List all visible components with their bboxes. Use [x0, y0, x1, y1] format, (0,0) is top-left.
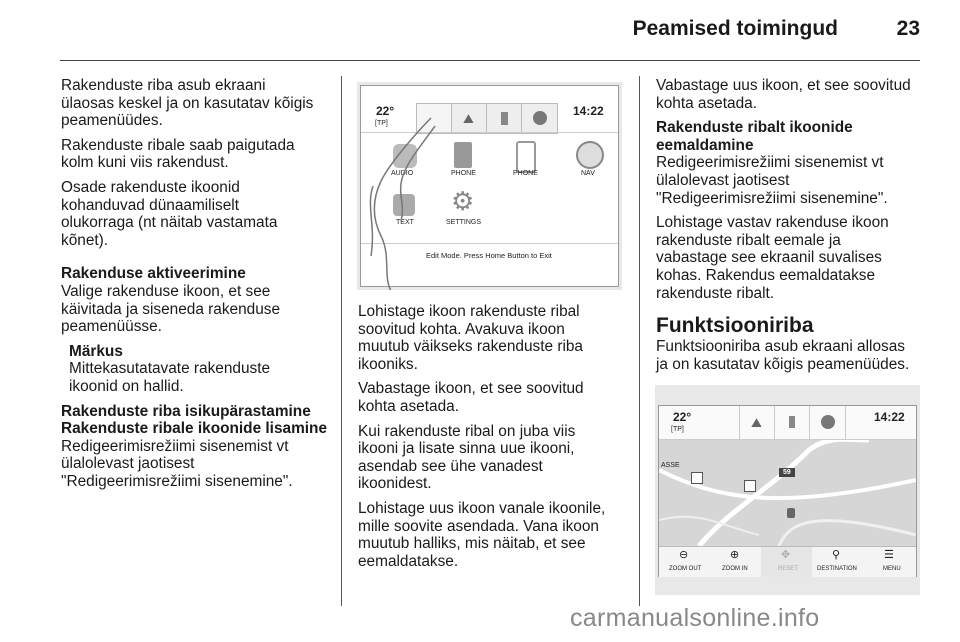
- column-3: [656, 77, 946, 380]
- reset-button[interactable]: [761, 547, 812, 577]
- page-title: Peamised toimingud: [632, 17, 838, 40]
- section-heading: Rakenduste ribalt ikoonide eemaldamine: [656, 119, 853, 154]
- hand-illustration: [361, 106, 451, 290]
- paragraph: Lohistage ikoon rakenduste ribal soovitud kohta. Avakuva ikoon muutub väikseks rakenduste riba ikooniks.: [358, 303, 583, 373]
- clock: 14:22: [573, 104, 604, 118]
- app-slot[interactable]: [486, 103, 523, 134]
- button-label: RESET: [778, 566, 799, 572]
- header-rule: [60, 60, 920, 61]
- app-label: SETTINGS: [446, 219, 482, 226]
- column-divider-2: [639, 76, 640, 606]
- destination-button[interactable]: [812, 547, 864, 577]
- button-label: ZOOM IN: [722, 566, 748, 572]
- tp-indicator: [TP]: [375, 120, 388, 127]
- phone-icon[interactable]: [454, 142, 472, 168]
- road-icon: ⛰: [751, 415, 762, 430]
- page-header: [0, 0, 960, 62]
- display-screen: [658, 405, 917, 577]
- app-label: AUDIO: [391, 170, 414, 177]
- road-icon: ⛰: [463, 111, 474, 126]
- paragraph: Kui rakenduste ribal on juba viis ikooni ja lisate sinna uue ikooni, asendab see ühe vanadest ikoonidest.: [358, 422, 576, 493]
- poi-icon[interactable]: [744, 480, 756, 492]
- navigation-screen-image: [655, 385, 920, 595]
- note-box: [69, 343, 336, 396]
- clock: 14:22: [874, 410, 905, 424]
- paragraph: Osade rakenduste ikoonid kohanduvad dünaamiliselt olukorraga (nt näitab vastamata kõnet).: [61, 178, 278, 249]
- app-label: NAV: [581, 170, 595, 177]
- menu-button[interactable]: [864, 547, 916, 577]
- column-1: [61, 77, 336, 497]
- display-screen: [360, 85, 619, 287]
- reset-icon: ✥: [781, 549, 791, 561]
- note-title: Märkus: [69, 342, 123, 360]
- home-screen-image: [357, 82, 622, 290]
- app-label: PHONE: [451, 170, 476, 177]
- zoom-out-icon: ⊖: [679, 549, 689, 561]
- section-heading: Rakenduste riba isikupärastamine: [61, 402, 311, 420]
- note-text: Mittekasutatavate rakenduste ikoonid on hallid.: [69, 360, 271, 395]
- paragraph: Vabastage uus ikoon, et see soovitud kohta asetada.: [656, 77, 911, 112]
- phone-icon: [789, 416, 795, 428]
- zoom-out-button[interactable]: [659, 547, 710, 577]
- button-label: DESTINATION: [817, 566, 857, 572]
- paragraph: Funktsiooniriba asub ekraani allosas ja on kasutatav kõigis peamenüüdes.: [656, 338, 910, 373]
- zoom-in-icon: ⊕: [730, 549, 740, 561]
- edit-mode-status: Edit Mode. Press Home Button to Exit: [426, 251, 552, 260]
- phone-icon[interactable]: [516, 141, 536, 173]
- app-slot[interactable]: [809, 406, 846, 439]
- app-slot[interactable]: [521, 103, 558, 134]
- app-slot[interactable]: [739, 406, 775, 439]
- menu-icon: ☰: [884, 549, 894, 561]
- paragraph: Rakenduste riba asub ekraani ülaosas keskel ja on kasutatav kõigis peamenüüdes.: [61, 77, 314, 130]
- paragraph: Lohistage uus ikoon vanale ikoonile, mille soovite asendada. Vana ikoon muutub halliks, mis näitab, et see eemaldatakse.: [358, 499, 606, 570]
- paragraph: Redigeerimisrežiimi sisenemist vt ülalolevast jaotisest "Redigeerimisrežiimi sisenemine".: [656, 154, 888, 207]
- paragraph: Rakenduste ribale saab paigutada kolm kuni viis rakendust.: [61, 136, 295, 172]
- column-divider-1: [341, 76, 342, 606]
- map-roads: [659, 440, 916, 546]
- column-2: [358, 303, 634, 577]
- map-place-label: ASSE: [661, 462, 680, 469]
- app-label: PHONE: [513, 170, 538, 177]
- app-slot[interactable]: [451, 103, 488, 134]
- phone-icon: [501, 112, 508, 125]
- temperature: 22°: [376, 104, 395, 118]
- nav-icon[interactable]: [576, 141, 604, 169]
- road-number-badge: 59: [779, 468, 795, 477]
- settings-gear-icon[interactable]: ⚙: [451, 186, 475, 216]
- app-label: TEXT: [396, 219, 414, 226]
- page-number: 23: [896, 17, 920, 40]
- section-heading: Rakenduse aktiveerimine: [61, 265, 246, 283]
- function-bar: [659, 546, 916, 577]
- button-label: MENU: [883, 566, 901, 572]
- destination-search-icon: ⚲: [832, 549, 841, 561]
- watermark-site: carmanualsonline.info: [570, 604, 820, 632]
- zoom-in-button[interactable]: [710, 547, 761, 577]
- map-view[interactable]: [659, 440, 916, 546]
- paragraph: Vabastage ikoon, et see soovitud kohta asetada.: [358, 380, 584, 415]
- button-label: ZOOM OUT: [669, 566, 702, 572]
- tp-indicator: [TP]: [671, 426, 684, 433]
- paragraph: Valige rakenduse ikoon, et see käivitada ja siseneda rakenduse peamenüüsse.: [61, 282, 281, 336]
- paragraph: Redigeerimisrežiimi sisenemist vt ülalolevast jaotisest "Redigeerimisrežiimi sisenemine".: [61, 437, 293, 490]
- temperature: 22°: [673, 410, 692, 424]
- app-slot[interactable]: [774, 406, 810, 439]
- paragraph: Lohistage vastav rakenduse ikoon rakenduste ribalt eemale ja vabastage see ekraanil suvalises kohas. Rakendus eemaldatakse rakenduste ribalt.: [656, 214, 889, 302]
- subsection-heading: Rakenduste ribale ikoonide lisamine: [61, 420, 327, 438]
- nav-icon: [821, 415, 835, 429]
- nav-icon: [533, 111, 547, 125]
- section-title: Funktsiooniriba: [656, 314, 814, 338]
- vehicle-position-icon: [787, 508, 795, 518]
- poi-icon[interactable]: [691, 472, 703, 484]
